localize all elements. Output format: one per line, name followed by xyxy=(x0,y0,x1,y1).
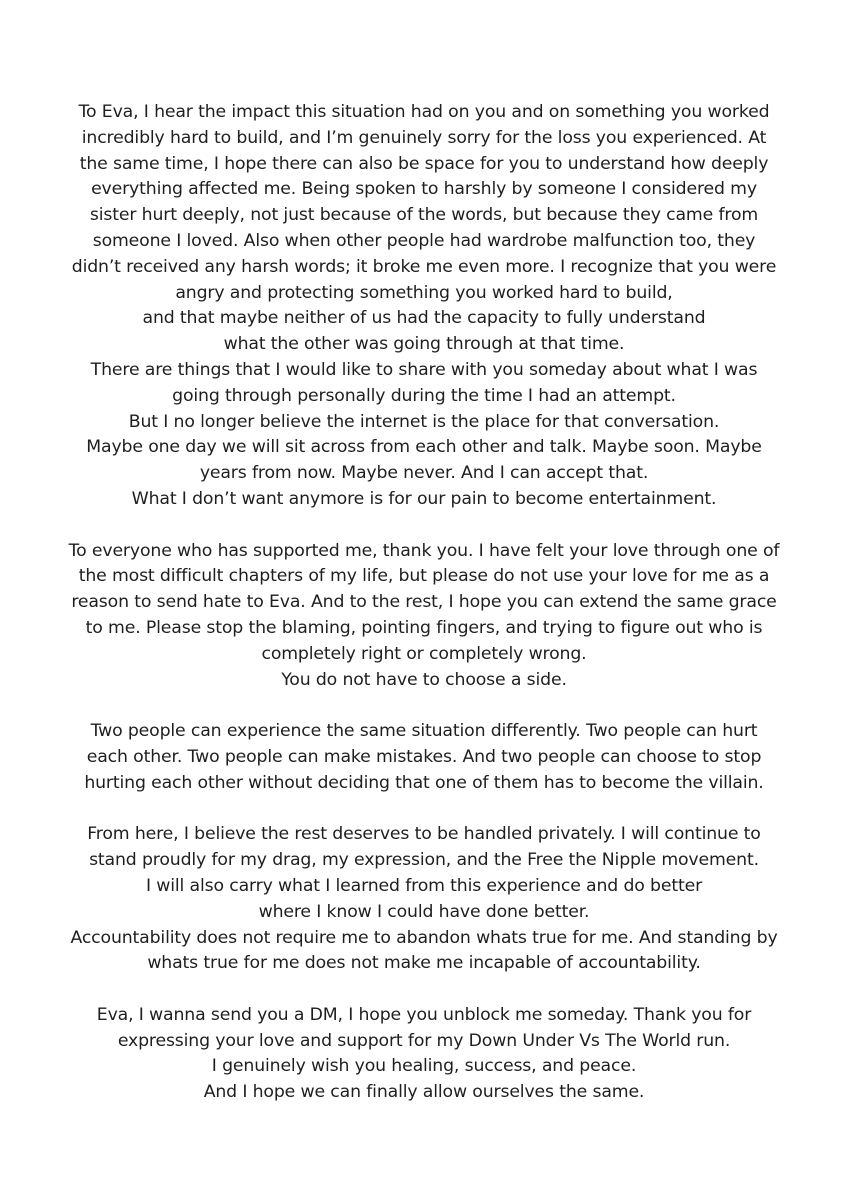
text-line: Maybe one day we will sit across from each other and talk. Maybe soon. Maybe xyxy=(86,437,762,458)
text-line: What I don’t want anymore is for our pain to become entertainment. xyxy=(131,488,717,509)
text-line: what the other was going through at that time. xyxy=(223,334,625,355)
text-line: everything affected me. Being spoken to harshly by someone I considered my xyxy=(91,179,757,200)
text-line: But I no longer believe the internet is the place for that conversation. xyxy=(128,411,720,432)
text-line: going through personally during the time I had an attempt. xyxy=(172,385,676,406)
text-line: Accountability does not require me to abandon whats true for me. And standing by xyxy=(70,927,778,948)
text-line: angry and protecting something you worked hard to build, xyxy=(175,282,673,303)
text-line: Two people can experience the same situation differently. Two people can hurt xyxy=(90,721,758,742)
text-line: the same time, I hope there can also be space for you to understand how deeply xyxy=(79,153,769,174)
paragraph xyxy=(30,719,818,796)
statement-body xyxy=(30,100,818,1106)
text-line: incredibly hard to build, and I’m genuinely sorry for the loss you experienced. At xyxy=(81,127,767,148)
text-line: to me. Please stop the blaming, pointing fingers, and trying to figure out who is xyxy=(85,617,763,638)
paragraph xyxy=(30,1003,818,1106)
text-line: each other. Two people can make mistakes. And two people can choose to stop xyxy=(86,746,762,767)
text-line: To Eva, I hear the impact this situation had on you and on something you worked xyxy=(78,102,770,122)
text-line: and that maybe neither of us had the capacity to fully understand xyxy=(142,308,706,329)
text-line: the most difficult chapters of my life, but please do not use your love for me as a xyxy=(78,566,770,587)
text-line: You do not have to choose a side. xyxy=(281,669,567,690)
text-line: There are things that I would like to share with you someday about what I was xyxy=(90,359,758,380)
paragraph xyxy=(30,539,818,694)
paragraph-spacer xyxy=(30,693,818,719)
text-line: reason to send hate to Eva. And to the rest, I hope you can extend the same grace xyxy=(71,592,777,613)
text-line: didn’t received any harsh words; it broke me even more. I recognize that you were xyxy=(71,256,777,277)
text-line: I will also carry what I learned from this experience and do better xyxy=(145,875,703,896)
text-line: sister hurt deeply, not just because of the words, but because they came from xyxy=(89,205,759,226)
text-line: And I hope we can finally allow ourselves the same. xyxy=(203,1082,645,1103)
text-line: whats true for me does not make me incapable of accountability. xyxy=(147,953,701,974)
text-line: From here, I believe the rest deserves to be handled privately. I will continue to xyxy=(87,824,761,845)
text-line: Eva, I wanna send you a DM, I hope you unblock me someday. Thank you for xyxy=(96,1004,752,1025)
text-line: I genuinely wish you healing, success, and peace. xyxy=(211,1056,637,1077)
text-line: hurting each other without deciding that one of them has to become the villain. xyxy=(84,772,764,793)
paragraph xyxy=(30,822,818,977)
text-line: stand proudly for my drag, my expression, and the Free the Nipple movement. xyxy=(89,850,759,871)
text-line: completely right or completely wrong. xyxy=(261,643,587,664)
paragraph-spacer xyxy=(30,797,818,823)
paragraph-spacer xyxy=(30,977,818,1003)
text-line: years from now. Maybe never. And I can accept that. xyxy=(199,463,649,484)
text-line: where I know I could have done better. xyxy=(258,901,590,922)
paragraph-spacer xyxy=(30,513,818,539)
text-line: To everyone who has supported me, thank you. I have felt your love through one of xyxy=(68,540,780,561)
text-line: someone I loved. Also when other people had wardrobe malfunction too, they xyxy=(92,230,756,251)
text-line: expressing your love and support for my Down Under Vs The World run. xyxy=(117,1030,731,1051)
paragraph xyxy=(30,100,818,513)
